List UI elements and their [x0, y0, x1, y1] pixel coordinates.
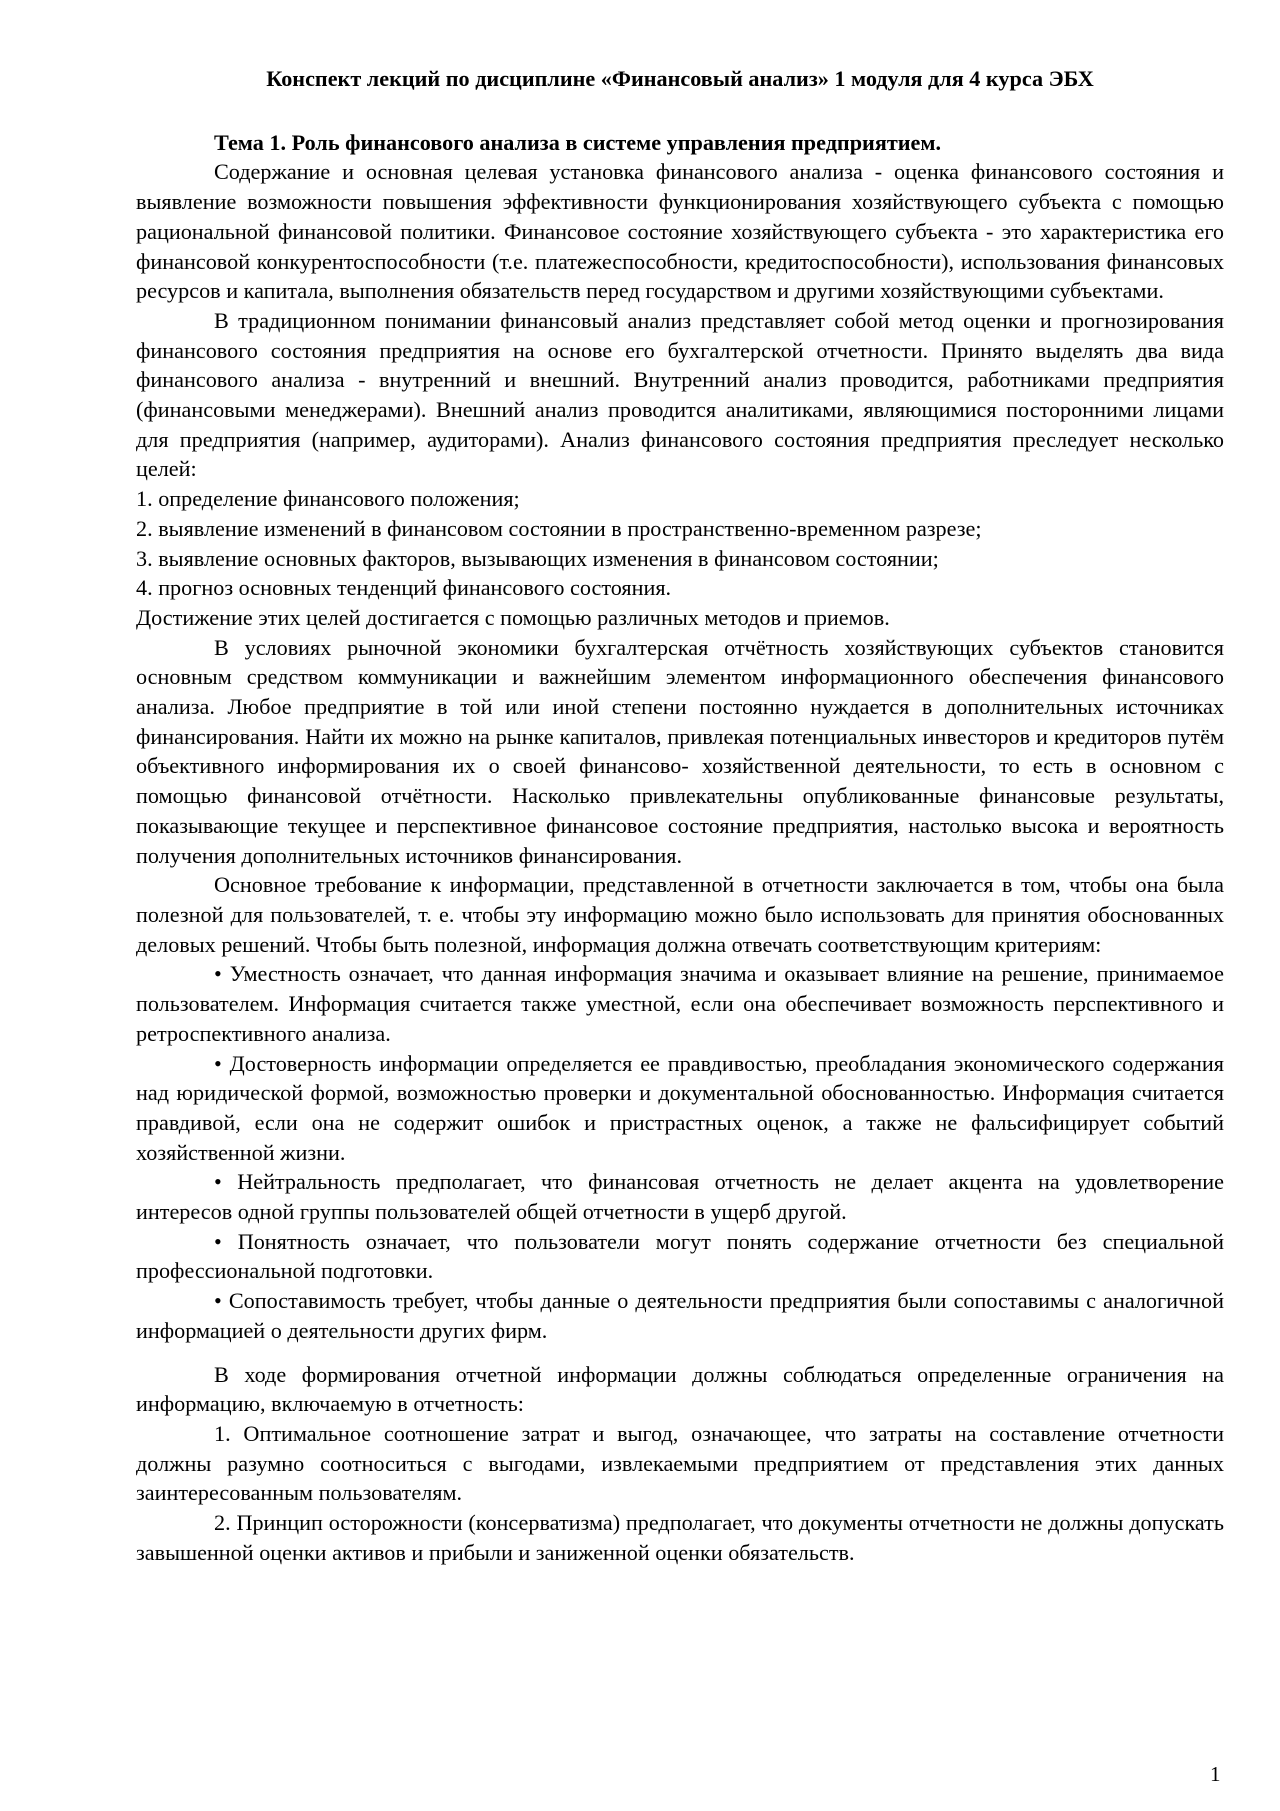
- constraint-item: 2. Принцип осторожности (консерватизма) предполагает, что документы отчетности не должны допускать завышенной оценки активов и прибыли и заниженной оценки обязательств.: [136, 1510, 1224, 1565]
- page-number: 1: [1210, 1762, 1221, 1786]
- criterion-item: • Достоверность информации определяется ее правдивостью, преобладания экономического содержания над юридической формой, возможностью проверки и документальной обоснованностью. Информация считается правдивой, если она не содержит ошибок и пристрастных оценок, а также не фальсифицирует событий хозяйственной жизни.: [136, 1050, 1224, 1165]
- paragraph-constraints: В ходе формирования отчетной информации должны соблюдаться определенные ограничения на информацию, включаемую в отчетность:: [136, 1361, 1224, 1417]
- constraint-item: 1. Оптимальное соотношение затрат и выгод, означающее, что затраты на составление отчетности должны разумно соотноситься с выгодами, извлекаемыми предприятием от представления этих данных заинтересованным пользователям.: [136, 1420, 1224, 1506]
- goal-item: 1. определение финансового положения;: [136, 486, 520, 512]
- document-page: [136, 64, 1224, 1567]
- topic-heading: Тема 1. Роль финансового анализа в системе управления предприятием.: [214, 129, 942, 155]
- document-title: Конспект лекций по дисциплине «Финансовый анализ» 1 модуля для 4 курса ЭБХ: [266, 66, 1094, 91]
- criterion-item: • Уместность означает, что данная информация значима и оказывает влияние на решение, принимаемое пользователем. Информация считается также уместной, если она обеспечивает возможность перспективного и ретроспективного анализа.: [136, 961, 1224, 1046]
- criterion-item: • Сопоставимость требует, чтобы данные о деятельности предприятия были сопоставимы с аналогичной информацией о деятельности других фирм.: [136, 1288, 1224, 1343]
- paragraph-reporting: В условиях рыночной экономики бухгалтерская отчётность хозяйствующих субъектов становится основным средством коммуникации и важнейшим элементом информационного обеспечения финансового анализа. Любое предприятие в той или иной степени постоянно нуждается в дополнительных источниках финансирования. Найти их можно на рынке капиталов, привлекая потенциальных инвесторов и кредиторов путём объективного информирования их о своей финансово- хозяйственной деятельности, то есть в основном с помощью финансовой отчётности. Насколько привлекательны опубликованные финансовые результаты, показывающие текущее и перспективное финансовое состояние предприятия, настолько высока и вероятность получения дополнительных источников финансирования.: [136, 634, 1224, 868]
- goal-item: 4. прогноз основных тенденций финансового состояния.: [136, 575, 672, 601]
- goal-item: 3. выявление основных факторов, вызывающих изменения в финансовом состоянии;: [136, 545, 939, 571]
- criterion-item: • Понятность означает, что пользователи могут понять содержание отчетности без специальной профессиональной подготовки.: [136, 1228, 1224, 1284]
- goals-summary: Достижение этих целей достигается с помощью различных методов и приемов.: [136, 604, 890, 630]
- goal-item: 2. выявление изменений в финансовом состоянии в пространственно-временном разрезе;: [136, 515, 982, 541]
- paragraph-definition: Содержание и основная целевая установка финансового анализа - оценка финансового состояния и выявление возможности повышения эффективности функционирования хозяйствующего субъекта с помощью рациональной финансовой политики. Финансовое состояние хозяйствующего субъекта - это характеристика его финансовой конкурентоспособности (т.е. платежеспособности, кредитоспособности), использования финансовых ресурсов и капитала, выполнения обязательств перед государством и другими хозяйствующими субъектами.: [136, 159, 1224, 304]
- paragraph-requirements: Основное требование к информации, представленной в отчетности заключается в том, чтобы она была полезной для пользователей, т. е. чтобы эту информацию можно было использовать для принятия обоснованных деловых решений. Чтобы быть полезной, информация должна отвечать соответствующим критериям:: [136, 872, 1224, 957]
- paragraph-traditional: В традиционном понимании финансовый анализ представляет собой метод оценки и прогнозирования финансового состояния предприятия на основе его бухгалтерской отчетности. Принято выделять два вида финансового анализа - внутренний и внешний. Внутренний анализ проводится, работниками предприятия (финансовыми менеджерами). Внешний анализ проводится аналитиками, являющимися посторонними лицами для предприятия (например, аудиторами). Анализ финансового состояния предприятия преследует несколько целей:: [136, 307, 1224, 482]
- criterion-item: • Нейтральность предполагает, что финансовая отчетность не делает акцента на удовлетворение интересов одной группы пользователей общей отчетности в ущерб другой.: [136, 1169, 1224, 1225]
